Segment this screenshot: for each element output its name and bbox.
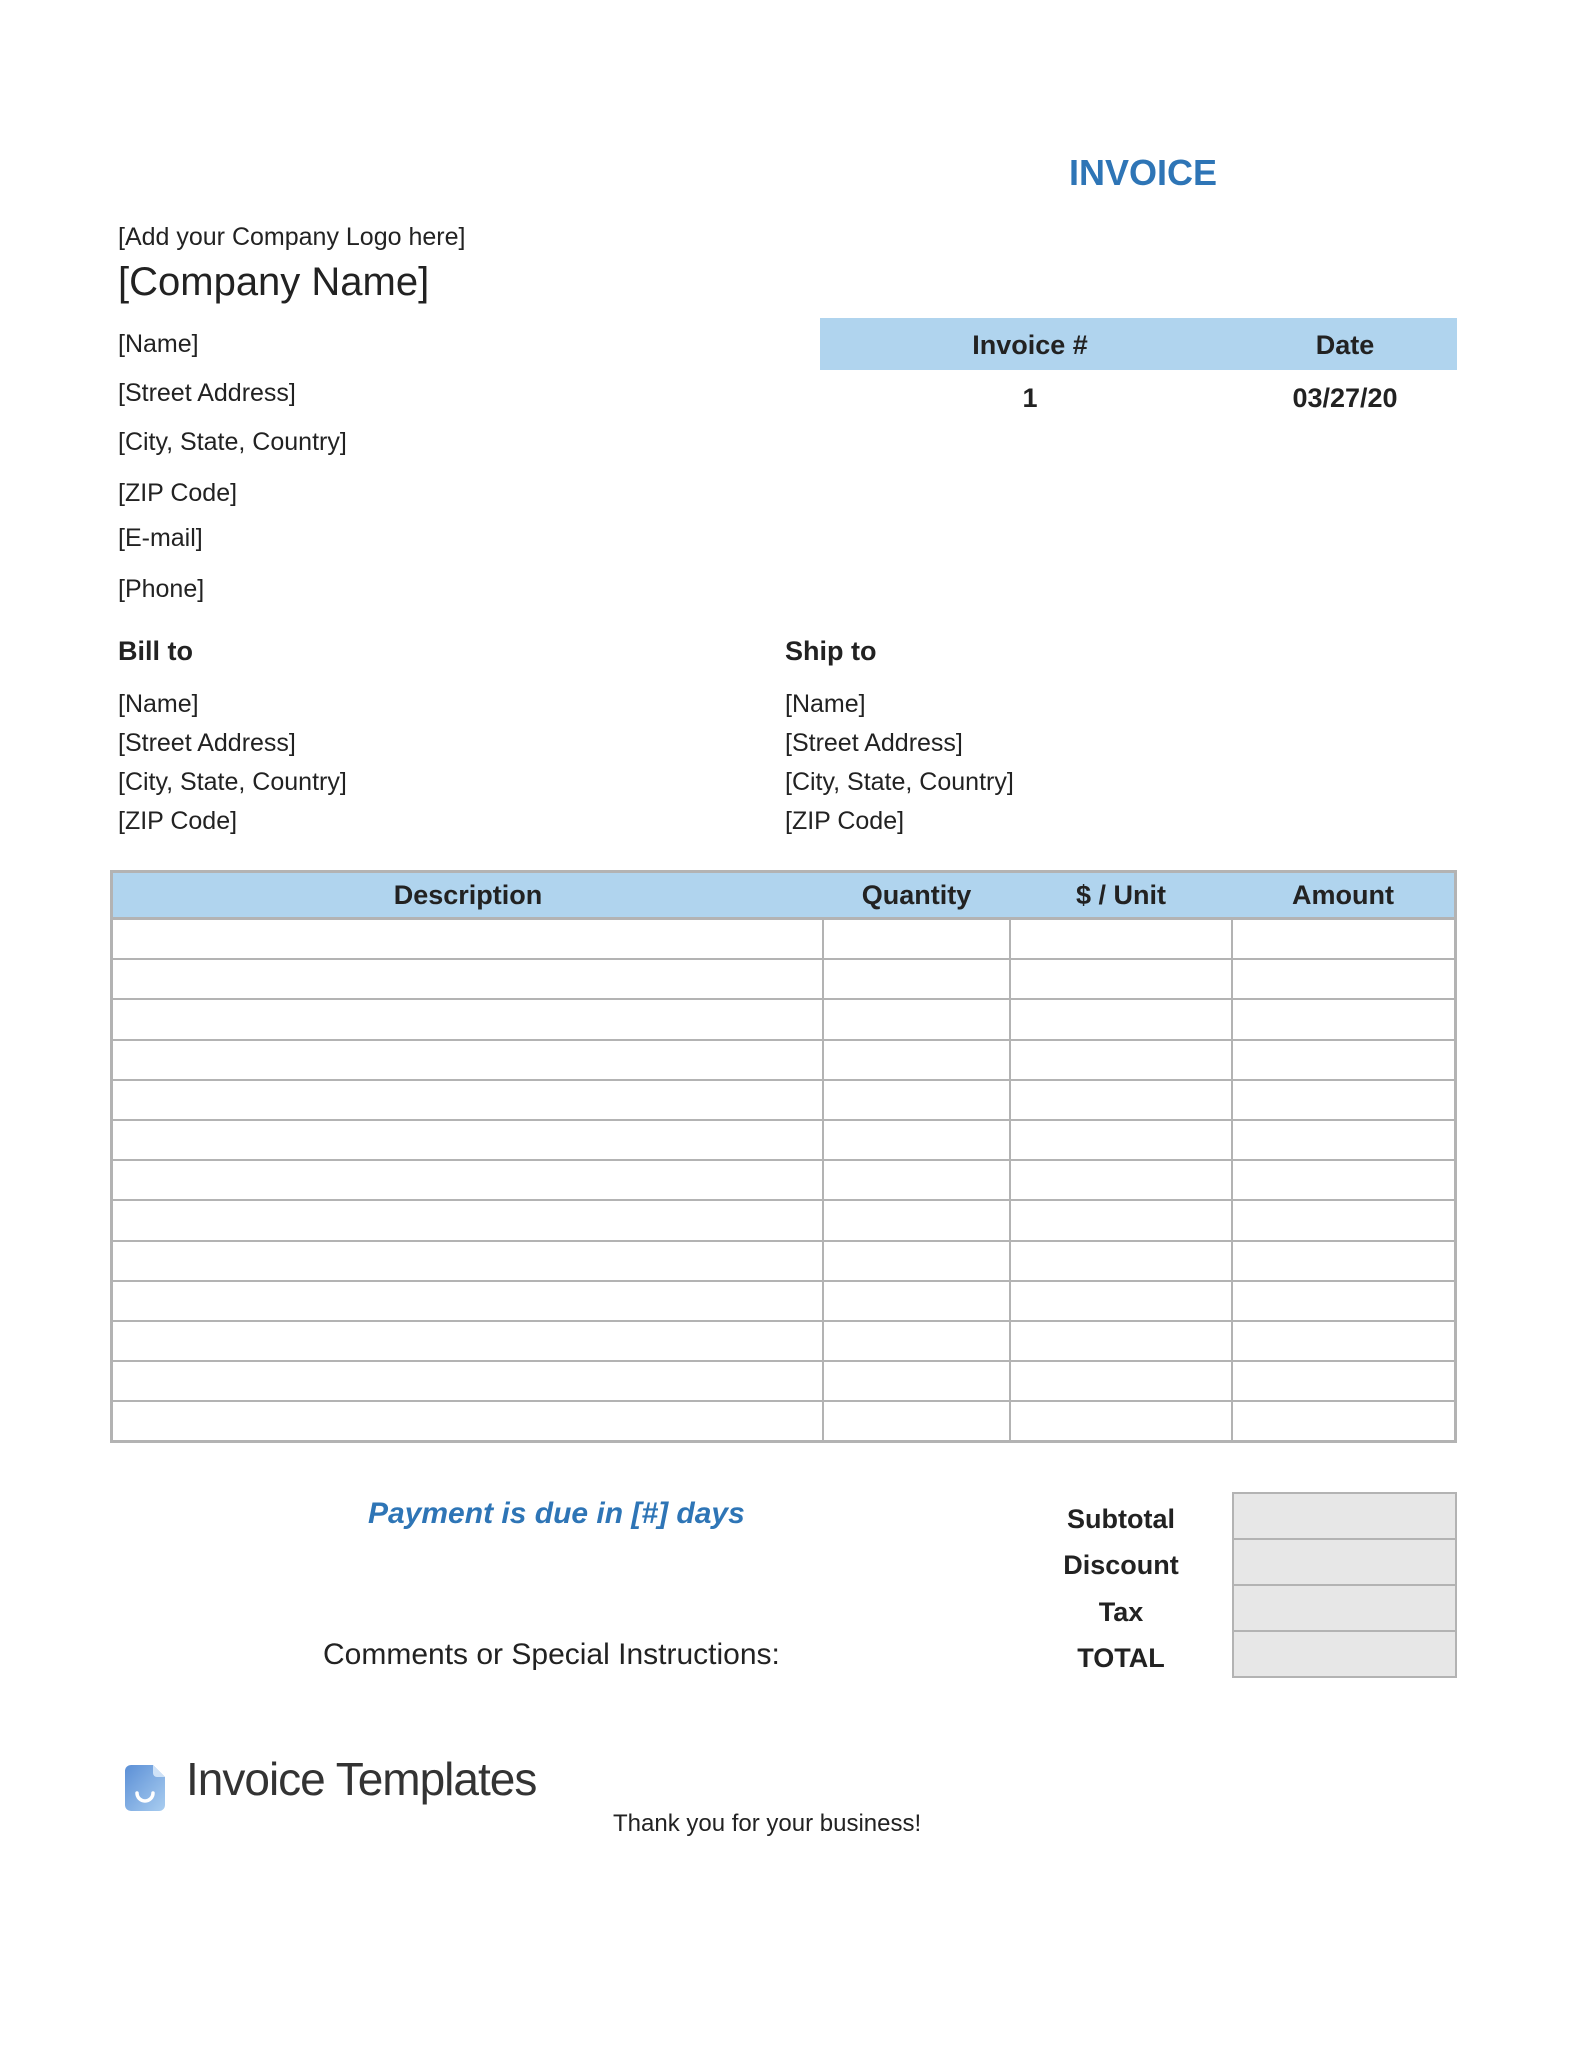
table-row bbox=[112, 1080, 1456, 1120]
unit-price-cell[interactable] bbox=[1010, 1281, 1232, 1321]
invoice-title: INVOICE bbox=[1069, 152, 1218, 193]
thank-you-note: Thank you for your business! bbox=[613, 1810, 922, 1837]
amount-cell[interactable] bbox=[1232, 1120, 1456, 1160]
unit-price-cell[interactable] bbox=[1010, 1321, 1232, 1361]
sender-phone: [Phone] bbox=[118, 575, 205, 603]
table-row bbox=[112, 1361, 1456, 1401]
table-row bbox=[112, 959, 1456, 999]
unit-price-cell[interactable] bbox=[1010, 1200, 1232, 1240]
table-row bbox=[112, 1321, 1456, 1361]
sender-city: [City, State, Country] bbox=[118, 428, 347, 456]
amount-cell[interactable] bbox=[1232, 1281, 1456, 1321]
amount-cell[interactable] bbox=[1232, 1160, 1456, 1200]
unit-price-cell[interactable] bbox=[1010, 959, 1232, 999]
sender-email: [E-mail] bbox=[118, 524, 203, 552]
quantity-cell[interactable] bbox=[823, 1200, 1010, 1240]
quantity-cell[interactable] bbox=[823, 1160, 1010, 1200]
description-cell[interactable] bbox=[112, 1080, 824, 1120]
sender-name: [Name] bbox=[118, 330, 199, 358]
bill-to-zip: [ZIP Code] bbox=[118, 807, 238, 835]
description-cell[interactable] bbox=[112, 1160, 824, 1200]
date-label: Date bbox=[1315, 330, 1375, 360]
subtotal-value[interactable] bbox=[1232, 1492, 1457, 1540]
unit-price-cell[interactable] bbox=[1010, 1241, 1232, 1281]
quantity-cell[interactable] bbox=[823, 999, 1010, 1039]
invoice-number-value: 1 bbox=[1022, 383, 1038, 413]
table-row bbox=[112, 1120, 1456, 1160]
ship-to-street: [Street Address] bbox=[785, 729, 963, 757]
amount-cell[interactable] bbox=[1232, 919, 1456, 960]
quantity-cell[interactable] bbox=[823, 1080, 1010, 1120]
unit-price-cell[interactable] bbox=[1010, 1080, 1232, 1120]
amount-cell[interactable] bbox=[1232, 999, 1456, 1039]
description-cell[interactable] bbox=[112, 1321, 824, 1361]
description-cell[interactable] bbox=[112, 1040, 824, 1080]
bill-to-heading: Bill to bbox=[118, 636, 193, 666]
comments-label: Comments or Special Instructions: bbox=[323, 1638, 780, 1671]
discount-label: Discount bbox=[1063, 1550, 1179, 1580]
amount-cell[interactable] bbox=[1232, 959, 1456, 999]
table-row bbox=[112, 1241, 1456, 1281]
column-amount: Amount bbox=[1232, 872, 1456, 919]
description-cell[interactable] bbox=[112, 1361, 824, 1401]
description-cell[interactable] bbox=[112, 919, 824, 960]
quantity-cell[interactable] bbox=[823, 1401, 1010, 1442]
table-row bbox=[112, 1200, 1456, 1240]
table-row bbox=[112, 1401, 1456, 1442]
discount-value[interactable] bbox=[1232, 1538, 1457, 1586]
total-value[interactable] bbox=[1232, 1630, 1457, 1678]
amount-cell[interactable] bbox=[1232, 1241, 1456, 1281]
unit-price-cell[interactable] bbox=[1010, 1120, 1232, 1160]
quantity-cell[interactable] bbox=[823, 1361, 1010, 1401]
quantity-cell[interactable] bbox=[823, 1321, 1010, 1361]
description-cell[interactable] bbox=[112, 1241, 824, 1281]
unit-price-cell[interactable] bbox=[1010, 919, 1232, 960]
bill-to-name: [Name] bbox=[118, 690, 199, 718]
brand-name: Invoice Templates bbox=[186, 1753, 537, 1805]
unit-price-cell[interactable] bbox=[1010, 1160, 1232, 1200]
description-cell[interactable] bbox=[112, 959, 824, 999]
table-row bbox=[112, 1040, 1456, 1080]
invoice-number-label: Invoice # bbox=[972, 330, 1088, 360]
bill-to-city: [City, State, Country] bbox=[118, 768, 347, 796]
quantity-cell[interactable] bbox=[823, 1120, 1010, 1160]
quantity-cell[interactable] bbox=[823, 1281, 1010, 1321]
table-row bbox=[112, 1160, 1456, 1200]
sender-zip: [ZIP Code] bbox=[118, 479, 238, 507]
unit-price-cell[interactable] bbox=[1010, 1401, 1232, 1442]
line-items-table bbox=[110, 870, 1457, 1443]
description-cell[interactable] bbox=[112, 1281, 824, 1321]
total-label: TOTAL bbox=[1077, 1643, 1165, 1673]
amount-cell[interactable] bbox=[1232, 1321, 1456, 1361]
quantity-cell[interactable] bbox=[823, 1040, 1010, 1080]
tax-value[interactable] bbox=[1232, 1584, 1457, 1632]
sender-street: [Street Address] bbox=[118, 379, 296, 407]
table-row bbox=[112, 999, 1456, 1039]
invoice-templates-logo-icon bbox=[125, 1763, 167, 1813]
unit-price-cell[interactable] bbox=[1010, 1361, 1232, 1401]
description-cell[interactable] bbox=[112, 1200, 824, 1240]
amount-cell[interactable] bbox=[1232, 1361, 1456, 1401]
amount-cell[interactable] bbox=[1232, 1080, 1456, 1120]
ship-to-name: [Name] bbox=[785, 690, 866, 718]
logo-placeholder: [Add your Company Logo here] bbox=[118, 223, 466, 251]
payment-due-note: Payment is due in [#] days bbox=[368, 1497, 745, 1530]
quantity-cell[interactable] bbox=[823, 959, 1010, 999]
table-row bbox=[112, 1281, 1456, 1321]
subtotal-label: Subtotal bbox=[1067, 1504, 1175, 1534]
table-header-row bbox=[112, 872, 1456, 919]
unit-price-cell[interactable] bbox=[1010, 1040, 1232, 1080]
amount-cell[interactable] bbox=[1232, 1040, 1456, 1080]
column-unit-price: $ / Unit bbox=[1010, 872, 1232, 919]
quantity-cell[interactable] bbox=[823, 1241, 1010, 1281]
column-description: Description bbox=[112, 872, 824, 919]
ship-to-zip: [ZIP Code] bbox=[785, 807, 905, 835]
bill-to-street: [Street Address] bbox=[118, 729, 296, 757]
amount-cell[interactable] bbox=[1232, 1401, 1456, 1442]
date-value: 03/27/20 bbox=[1292, 383, 1398, 413]
column-quantity: Quantity bbox=[823, 872, 1010, 919]
amount-cell[interactable] bbox=[1232, 1200, 1456, 1240]
description-cell[interactable] bbox=[112, 999, 824, 1039]
ship-to-heading: Ship to bbox=[785, 636, 877, 666]
company-name: [Company Name] bbox=[118, 260, 430, 304]
ship-to-city: [City, State, Country] bbox=[785, 768, 1014, 796]
unit-price-cell[interactable] bbox=[1010, 999, 1232, 1039]
table-row bbox=[112, 919, 1456, 960]
quantity-cell[interactable] bbox=[823, 919, 1010, 960]
tax-label: Tax bbox=[1098, 1597, 1144, 1627]
description-cell[interactable] bbox=[112, 1401, 824, 1442]
description-cell[interactable] bbox=[112, 1120, 824, 1160]
